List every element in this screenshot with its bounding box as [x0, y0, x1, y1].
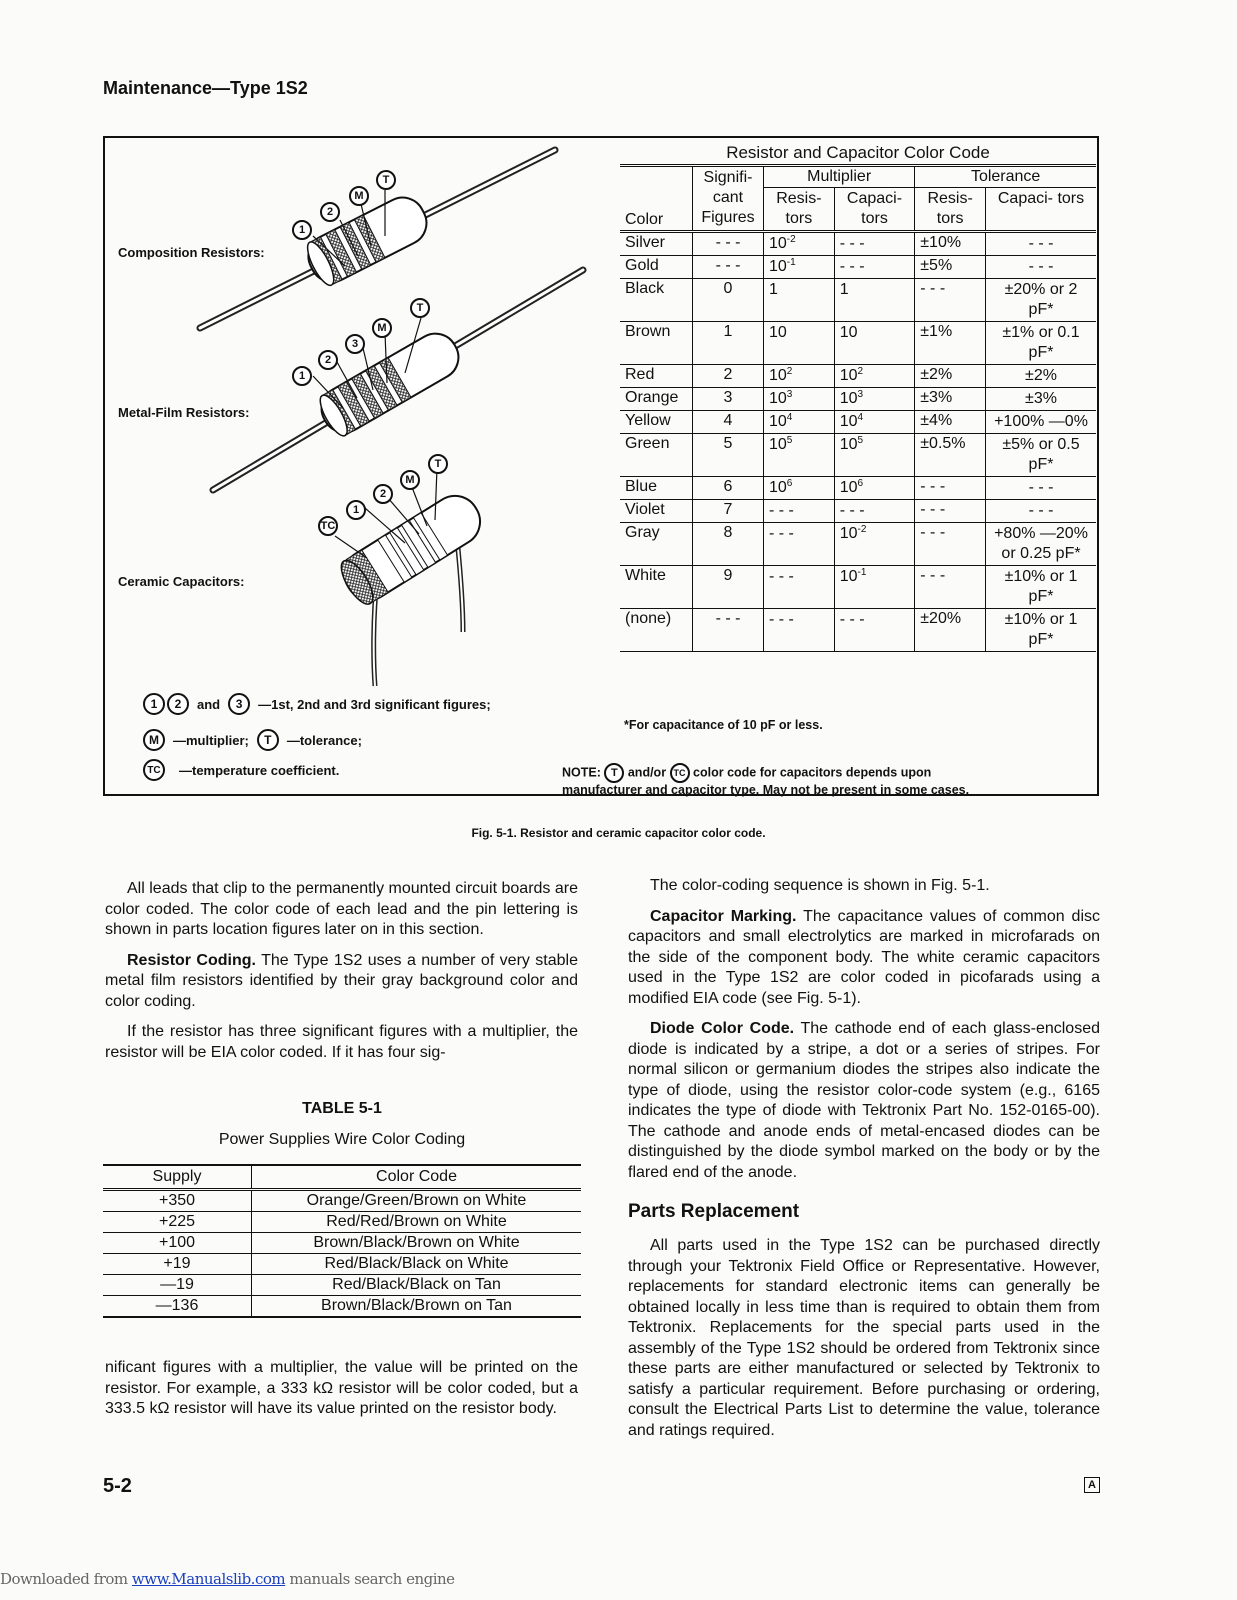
- cell-color: [620, 279, 693, 322]
- note-text-1: color code for capacitors depends upon: [693, 765, 932, 780]
- cell-mult-resistors: [764, 609, 835, 652]
- cell-color: [620, 477, 693, 500]
- cell-mult-capacitors: [834, 523, 915, 566]
- cell-mult-capacitors-exponent: 3: [857, 389, 864, 400]
- cell-color-value: Brown: [625, 323, 671, 340]
- col-header-color: Color: [620, 166, 693, 232]
- band-marker-1: 1: [346, 500, 366, 520]
- left-column-bottom: [105, 1358, 578, 1430]
- cell-color: [620, 388, 693, 411]
- cell-color-value: Orange: [625, 389, 679, 406]
- cell-tol-resistors: [915, 566, 986, 609]
- cell-tol-resistors-value: ±20%: [920, 610, 962, 627]
- run-in-heading: Resistor Coding.: [127, 951, 256, 969]
- band-marker-2: 2: [318, 350, 338, 370]
- cell-significant: [693, 365, 764, 388]
- cell-mult-capacitors-exponent: 2: [857, 366, 864, 377]
- cell-tol-resistors: [915, 434, 986, 477]
- cell-color-value: Red: [625, 366, 655, 383]
- cell-tol-resistors-value: - - -: [920, 524, 946, 541]
- cell-tol-resistors-value: - - -: [920, 478, 946, 495]
- color-code-row: [620, 279, 1096, 322]
- col-header-tol-capacitors: Capaci- tors: [986, 188, 1097, 232]
- cell-supply: +350: [103, 1190, 252, 1212]
- cell-color-value: Silver: [625, 234, 666, 251]
- cell-tol-resistors-value: ±1%: [920, 323, 953, 340]
- cell-significant: [693, 256, 764, 279]
- cell-tol-capacitors: [986, 279, 1097, 322]
- cell-tol-capacitors-value: - - -: [1028, 258, 1054, 275]
- col-header-supply: Supply: [103, 1165, 252, 1190]
- cell-supply: —136: [103, 1296, 252, 1318]
- legend-marker-1: 1: [143, 693, 165, 715]
- cell-significant-value: - - -: [715, 234, 741, 251]
- cell-tol-resistors: [915, 500, 986, 523]
- color-code-row: [620, 434, 1096, 477]
- cell-color-code: Red/Black/Black on Tan: [252, 1275, 582, 1296]
- table-row: [103, 1190, 581, 1212]
- paragraph: [105, 951, 578, 1013]
- label-ceramic-capacitors: Ceramic Capacitors:: [118, 574, 245, 589]
- paragraph: All leads that clip to the permanently mounted circuit boards are color coded. The color code of each lead and the pin lettering is shown in parts location figures later on in this section.: [105, 880, 578, 938]
- figure-note: [562, 763, 1082, 798]
- cell-mult-resistors: [764, 477, 835, 500]
- table-5-1-title: TABLE 5-1: [302, 1100, 382, 1117]
- figure-caption: Fig. 5-1. Resistor and ceramic capacitor color code.: [471, 826, 766, 840]
- paragraph: If the resistor has three significant figures with a multiplier, the resistor will be EIA color coded. If it has four sig-: [105, 1023, 578, 1061]
- cell-tol-resistors-value: ±2%: [920, 366, 953, 383]
- cell-mult-resistors-value: - - -: [769, 568, 794, 585]
- cell-color-code: Red/Red/Brown on White: [252, 1212, 582, 1233]
- cell-mult-resistors-value: 10: [769, 324, 787, 341]
- run-in-heading: Diode Color Code.: [650, 1020, 795, 1037]
- cell-color-code: Brown/Black/Brown on Tan: [252, 1296, 582, 1318]
- band-marker-tc: TC: [318, 516, 338, 536]
- cell-color: [620, 500, 693, 523]
- cell-tol-capacitors: [986, 411, 1097, 434]
- cell-mult-resistors: [764, 365, 835, 388]
- cell-color-value: Black: [625, 280, 665, 297]
- footer-text: manuals search engine: [285, 1570, 455, 1588]
- legend-marker-m: M: [143, 729, 165, 751]
- cell-mult-capacitors: [834, 566, 915, 609]
- cell-tol-resistors: [915, 279, 986, 322]
- cell-significant-value: 0: [723, 280, 733, 297]
- cell-tol-capacitors: [986, 322, 1097, 365]
- right-column-top: [628, 876, 1100, 1193]
- legend-multiplier-tolerance: [143, 729, 362, 751]
- cell-tol-resistors-value: ±5%: [920, 257, 953, 274]
- cell-color-code: Orange/Green/Brown on White: [252, 1190, 582, 1212]
- cell-mult-capacitors-value: 10: [839, 390, 858, 407]
- cell-mult-capacitors-value: - - -: [839, 235, 865, 252]
- cell-significant-value: 9: [723, 567, 733, 584]
- cell-tol-capacitors: [986, 500, 1097, 523]
- cell-tol-capacitors-value: ±20% or 2 pF*: [1004, 281, 1078, 318]
- cell-color: [620, 609, 693, 652]
- page-number: 5-2: [103, 1475, 132, 1497]
- legend-significant-figures: [143, 693, 491, 715]
- band-marker-2: 2: [320, 202, 340, 222]
- manualslib-link[interactable]: www.Manualslib.com: [131, 1570, 286, 1588]
- color-code-row: [620, 609, 1096, 652]
- cell-tol-capacitors: [986, 256, 1097, 279]
- cell-color: [620, 322, 693, 365]
- band-marker-m: M: [372, 318, 392, 338]
- cell-significant-value: 3: [723, 389, 733, 406]
- cell-significant: [693, 500, 764, 523]
- cell-color-value: White: [625, 567, 666, 584]
- cell-significant-value: - - -: [715, 610, 741, 627]
- col-header-color-code: Color Code: [252, 1165, 582, 1190]
- cell-supply: —19: [103, 1275, 252, 1296]
- cell-mult-resistors: [764, 411, 835, 434]
- cell-mult-capacitors-value: 10: [839, 568, 858, 585]
- cell-tol-capacitors-value: ±5% or 0.5 pF*: [1002, 436, 1080, 473]
- cell-tol-resistors: [915, 388, 986, 411]
- cell-mult-resistors: [764, 322, 835, 365]
- cell-tol-capacitors-value: ±3%: [1025, 390, 1057, 407]
- power-supplies-table: [103, 1164, 581, 1318]
- color-code-row: [620, 477, 1096, 500]
- table-footnote: *For capacitance of 10 pF or less.: [624, 718, 823, 732]
- legend-temperature: [143, 759, 339, 781]
- cell-color-code: Brown/Black/Brown on White: [252, 1233, 582, 1254]
- band-marker-t: T: [376, 170, 396, 190]
- cell-supply: +19: [103, 1254, 252, 1275]
- col-header-tol-resistors: Resis- tors: [915, 188, 986, 232]
- cell-significant: [693, 566, 764, 609]
- legend-tol-text: —tolerance;: [286, 732, 362, 748]
- cell-color-value: Blue: [625, 478, 658, 495]
- legend-marker-tc: TC: [143, 759, 165, 781]
- cell-mult-resistors: [764, 523, 835, 566]
- paragraph-text: The capacitance values of common disc capacitors and small electrolytics are marked in microfarads on the side of the component body. The white ceramic capacitors used in the Type 1S2 are color coded in picofarads using a modified EIA code (see Fig. 5-1).: [628, 907, 1101, 1007]
- cell-tol-capacitors-value: - - -: [1028, 502, 1054, 519]
- cell-mult-resistors-value: - - -: [769, 611, 794, 628]
- cell-mult-capacitors: [834, 256, 915, 279]
- note-prefix: NOTE:: [562, 765, 601, 780]
- cell-tol-resistors-value: - - -: [920, 501, 946, 518]
- cell-significant-value: - - -: [715, 257, 741, 274]
- cell-mult-capacitors: [834, 411, 915, 434]
- cell-significant-value: 2: [723, 366, 733, 383]
- cell-significant: [693, 411, 764, 434]
- cell-tol-capacitors-value: - - -: [1028, 235, 1054, 252]
- cell-significant-value: 8: [723, 524, 733, 541]
- cell-mult-resistors: [764, 566, 835, 609]
- color-code-row: [620, 523, 1096, 566]
- cell-mult-resistors-value: - - -: [769, 525, 794, 542]
- cell-mult-capacitors-value: - - -: [839, 611, 865, 628]
- cell-mult-capacitors-exponent: 5: [857, 435, 864, 446]
- cell-tol-resistors-value: ±10%: [920, 234, 962, 251]
- paragraph: [628, 907, 1100, 1010]
- note-marker-t: T: [604, 763, 624, 783]
- cell-significant: [693, 434, 764, 477]
- table-row: [103, 1233, 581, 1254]
- note-andor: and/or: [627, 765, 667, 780]
- cell-mult-resistors-value: 10: [769, 479, 787, 496]
- cell-color: [620, 256, 693, 279]
- cell-supply: +225: [103, 1212, 252, 1233]
- table-row: [103, 1212, 581, 1233]
- cell-tol-resistors-value: - - -: [920, 567, 946, 584]
- cell-color-value: (none): [625, 610, 672, 627]
- cell-significant-value: 1: [723, 323, 733, 340]
- cell-color: [620, 434, 693, 477]
- cell-tol-capacitors: [986, 609, 1097, 652]
- cell-tol-capacitors-value: ±10% or 1 pF*: [1004, 611, 1078, 648]
- cell-significant: [693, 388, 764, 411]
- right-column-bottom: [628, 1236, 1100, 1451]
- color-code-title: Resistor and Capacitor Color Code: [620, 142, 1096, 166]
- cell-tol-resistors: [915, 322, 986, 365]
- table-row: [103, 1296, 581, 1318]
- cell-color-code: Red/Black/Black on White: [252, 1254, 582, 1275]
- cell-mult-capacitors-exponent: -1: [857, 567, 867, 578]
- legend-marker-3: 3: [228, 693, 250, 715]
- cell-mult-capacitors: [834, 434, 915, 477]
- cell-mult-capacitors-value: 1: [839, 281, 849, 298]
- label-composition-resistors: Composition Resistors:: [118, 245, 265, 260]
- cell-tol-resistors: [915, 232, 986, 256]
- cell-mult-resistors-exponent: -1: [786, 257, 796, 268]
- color-code-row: [620, 500, 1096, 523]
- cell-mult-resistors-exponent: 6: [786, 478, 793, 489]
- color-code-table: [620, 142, 1096, 652]
- color-code-row: [620, 365, 1096, 388]
- cell-mult-resistors-exponent: -2: [786, 234, 796, 245]
- cell-mult-resistors-value: - - -: [769, 502, 794, 519]
- cell-mult-capacitors-value: 10: [839, 525, 858, 542]
- cell-tol-resistors-value: - - -: [920, 280, 946, 297]
- legend-marker-t: T: [257, 729, 279, 751]
- cell-mult-resistors: [764, 434, 835, 477]
- cell-tol-capacitors: [986, 388, 1097, 411]
- cell-mult-resistors: [764, 256, 835, 279]
- col-header-tolerance: Tolerance: [915, 166, 1096, 188]
- band-marker-t: T: [428, 454, 448, 474]
- cell-significant: [693, 232, 764, 256]
- footer-text: Downloaded from: [0, 1570, 132, 1588]
- cell-significant: [693, 477, 764, 500]
- cell-color-value: Gray: [625, 524, 660, 541]
- band-marker-2: 2: [373, 484, 393, 504]
- note-marker-tc: TC: [670, 763, 690, 783]
- cell-mult-resistors-exponent: 2: [786, 366, 793, 377]
- table-row: [103, 1254, 581, 1275]
- cell-mult-resistors-value: 1: [769, 281, 778, 298]
- components-illustration: [105, 138, 620, 708]
- cell-significant-value: 5: [723, 435, 733, 452]
- color-code-row: [620, 411, 1096, 434]
- cell-tol-resistors-value: ±0.5%: [920, 435, 966, 452]
- cell-tol-capacitors: [986, 523, 1097, 566]
- cell-mult-capacitors: [834, 500, 915, 523]
- cell-mult-resistors-exponent: 3: [786, 389, 793, 400]
- cell-tol-capacitors: [986, 232, 1097, 256]
- cell-significant: [693, 523, 764, 566]
- cell-mult-capacitors-exponent: -2: [857, 524, 867, 535]
- cell-tol-resistors: [915, 609, 986, 652]
- legend-marker-2: 2: [167, 693, 189, 715]
- cell-mult-resistors: [764, 279, 835, 322]
- cell-tol-capacitors-value: +100% —0%: [994, 413, 1088, 430]
- cell-significant: [693, 279, 764, 322]
- cell-mult-resistors: [764, 232, 835, 256]
- band-marker-t: T: [410, 298, 430, 318]
- cell-mult-resistors: [764, 500, 835, 523]
- band-marker-m: M: [400, 470, 420, 490]
- cell-mult-capacitors-exponent: 4: [857, 412, 864, 423]
- cell-tol-capacitors-value: ±1% or 0.1 pF*: [1002, 324, 1080, 361]
- band-marker-1: 1: [292, 220, 312, 240]
- cell-significant-value: 4: [723, 412, 733, 429]
- legend-temp-text: —temperature coefficient.: [179, 762, 340, 778]
- paragraph-text: The Type 1S2 uses a number of very stable metal film resistors identified by their gray background color and color coding.: [105, 951, 578, 1010]
- section-heading-parts-replacement: Parts Replacement: [628, 1201, 800, 1222]
- col-header-mult-resistors: Resis- tors: [764, 188, 835, 232]
- revision-mark: A: [1084, 1477, 1100, 1493]
- cell-significant: [693, 322, 764, 365]
- paragraph: nificant figures with a multiplier, the value will be printed on the resistor. For example, a 333 kΩ resistor will be color coded, but a 333.5 kΩ resistor will have its value printed on the resistor body.: [105, 1359, 578, 1417]
- download-footer: [0, 1570, 455, 1588]
- cell-tol-resistors: [915, 256, 986, 279]
- color-code-row: [620, 232, 1096, 256]
- col-header-multiplier: Multiplier: [764, 166, 915, 188]
- cell-tol-capacitors: [986, 365, 1097, 388]
- legend-mult-text: —multiplier;: [173, 732, 249, 748]
- color-code-row: [620, 388, 1096, 411]
- cell-tol-capacitors: [986, 434, 1097, 477]
- cell-tol-resistors-value: ±3%: [920, 389, 953, 406]
- paragraph-text: The cathode end of each glass-enclosed diode is indicated by a stripe, a dot or a series of stripes. For normal silicon or germanium diodes the stripes also indicate the type of diode, using the resistor color-code system (e.g., 6165 indicates the type of diode with Tektronix Part No. 152-0165-00). The cathode and anode ends of metal-encased diodes can be distinguished by the diode symbol marked on the body or by the flared end of the anode.: [628, 1020, 1100, 1181]
- cell-tol-resistors: [915, 523, 986, 566]
- metal-film-resistor-drawing: [213, 270, 583, 490]
- cell-mult-capacitors-value: 10: [839, 324, 858, 341]
- cell-significant: [693, 609, 764, 652]
- paragraph: [628, 1019, 1100, 1183]
- cell-tol-resistors: [915, 365, 986, 388]
- cell-tol-capacitors-value: ±10% or 1 pF*: [1004, 568, 1078, 605]
- cell-tol-resistors: [915, 411, 986, 434]
- table-row: [103, 1275, 581, 1296]
- label-metal-film-resistors: Metal-Film Resistors:: [118, 405, 250, 420]
- cell-color-value: Yellow: [625, 412, 671, 429]
- cell-mult-resistors-exponent: 4: [786, 412, 793, 423]
- color-code-row: [620, 566, 1096, 609]
- cell-mult-capacitors-value: - - -: [839, 502, 865, 519]
- cell-mult-capacitors-value: 10: [839, 436, 858, 453]
- cell-color-value: Violet: [625, 501, 665, 518]
- cell-mult-capacitors-value: 10: [839, 413, 858, 430]
- color-code-row: [620, 256, 1096, 279]
- cell-mult-resistors-value: 10: [769, 390, 787, 407]
- note-text-2: manufacturer and capacitor type. May not be present in some cases.: [562, 783, 970, 797]
- cell-tol-capacitors-value: +80% —20% or 0.25 pF*: [994, 525, 1088, 562]
- cell-mult-capacitors-value: 10: [839, 479, 858, 496]
- cell-mult-capacitors: [834, 388, 915, 411]
- cell-mult-capacitors-exponent: 6: [857, 478, 864, 489]
- cell-mult-resistors-value: 10: [769, 258, 787, 275]
- table-5-1-subtitle: Power Supplies Wire Color Coding: [218, 1131, 466, 1148]
- cell-color: [620, 365, 693, 388]
- cell-mult-capacitors-value: - - -: [839, 258, 865, 275]
- cell-tol-capacitors: [986, 566, 1097, 609]
- legend-and: and: [197, 696, 221, 712]
- cell-mult-capacitors: [834, 322, 915, 365]
- cell-mult-capacitors: [834, 609, 915, 652]
- col-header-significant: Signifi- cant Figures: [693, 166, 764, 232]
- run-in-heading: Capacitor Marking.: [650, 907, 797, 925]
- cell-color: [620, 523, 693, 566]
- cell-mult-capacitors: [834, 477, 915, 500]
- cell-color-value: Green: [625, 435, 670, 452]
- cell-mult-resistors-value: 10: [769, 436, 787, 453]
- cell-mult-resistors: [764, 388, 835, 411]
- cell-tol-capacitors-value: ±2%: [1025, 367, 1057, 384]
- cell-color: [620, 232, 693, 256]
- cell-mult-capacitors: [834, 232, 915, 256]
- band-marker-m: M: [349, 186, 369, 206]
- cell-color: [620, 566, 693, 609]
- cell-mult-capacitors: [834, 365, 915, 388]
- cell-significant-value: 6: [723, 478, 733, 495]
- color-code-row: [620, 322, 1096, 365]
- cell-color-value: Gold: [625, 257, 659, 274]
- paragraph: The color-coding sequence is shown in Fig. 5-1.: [650, 877, 990, 894]
- left-column-top: [105, 879, 578, 1073]
- page-header: Maintenance—Type 1S2: [103, 78, 308, 98]
- band-marker-3: 3: [345, 334, 365, 354]
- cell-mult-resistors-value: 10: [769, 413, 787, 430]
- cell-tol-capacitors-value: - - -: [1028, 479, 1054, 496]
- cell-tol-capacitors: [986, 477, 1097, 500]
- cell-supply: +100: [103, 1233, 252, 1254]
- legend-sig-text: —1st, 2nd and 3rd significant figures;: [258, 696, 491, 712]
- cell-mult-capacitors-value: 10: [839, 367, 858, 384]
- cell-mult-resistors-value: 10: [769, 235, 787, 252]
- col-header-mult-capacitors: Capaci- tors: [834, 188, 915, 232]
- cell-mult-capacitors: [834, 279, 915, 322]
- cell-significant-value: 7: [723, 501, 733, 518]
- cell-mult-resistors-value: 10: [769, 367, 787, 384]
- cell-mult-resistors-exponent: 5: [786, 435, 793, 446]
- cell-tol-resistors: [915, 477, 986, 500]
- paragraph: All parts used in the Type 1S2 can be purchased directly through your Tektronix Field Office or Representative. However, replacements for standard electronic items can generally be obtained locally in less time than is required to obtain them from Tektronix. Replacements for the special parts used in the assembly of the Type 1S2 should be ordered from Tektronix since these parts are either manufactured or selected by Tektronix to satisfy a particular requirement. Before purchasing or ordering, consult the Electrical Parts List to determine the value, tolerance and ratings required.: [628, 1237, 1100, 1439]
- cell-color: [620, 411, 693, 434]
- cell-tol-resistors-value: ±4%: [920, 412, 953, 429]
- band-marker-1: 1: [292, 366, 312, 386]
